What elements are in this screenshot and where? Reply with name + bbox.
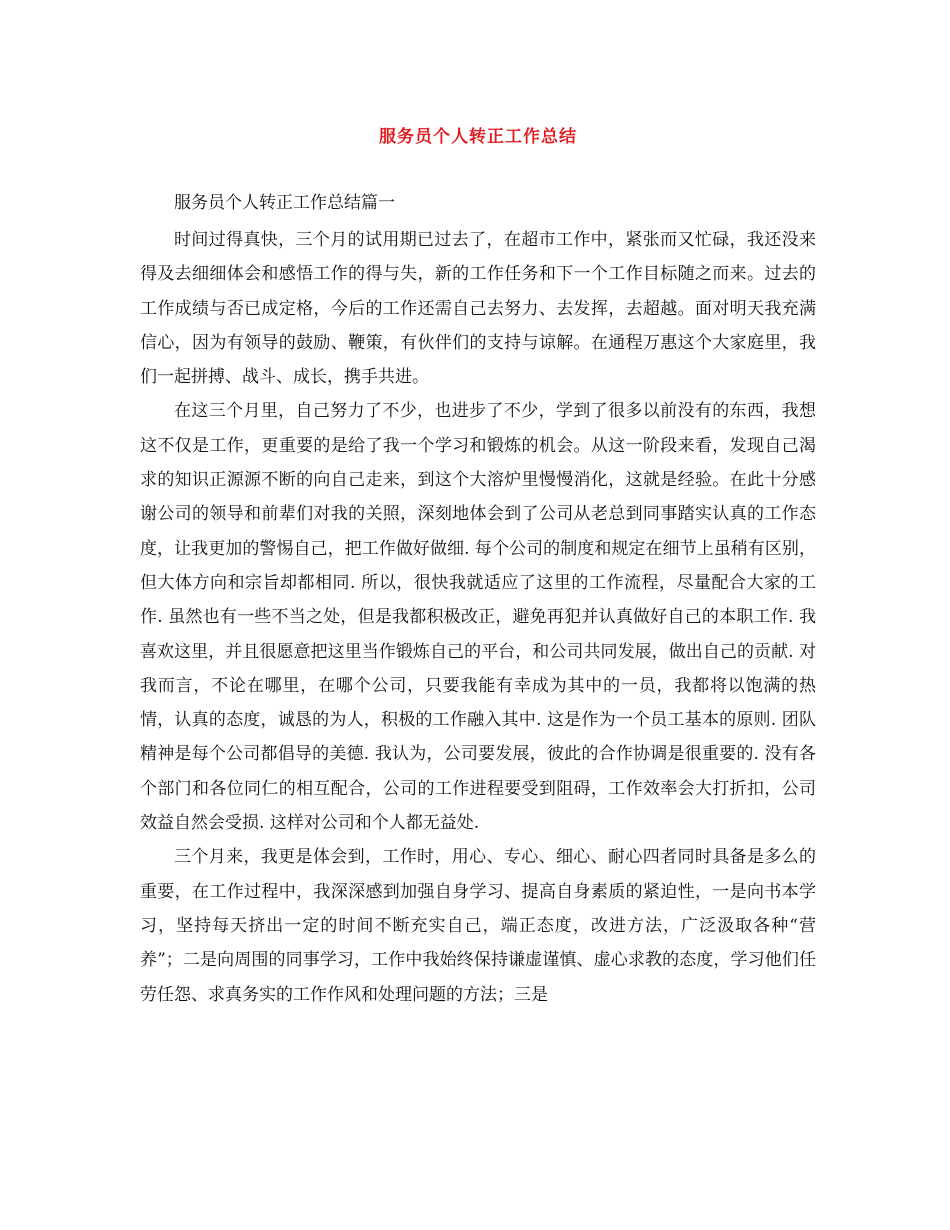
document-page — [140, 122, 816, 1012]
paragraph-2: 在这三个月里，自己努力了不少，也进步了不少，学到了很多以前没有的东西，我想这不仅是工作，更重要的是给了我一个学习和锻炼的机会。从这一阶段来看，发现自己渴求的知识正源源不断的向自己走来，到这个大溶炉里慢慢消化，这就是经验。在此十分感谢公司的领导和前辈们对我的关照，深刻地体会到了公司从老总到同事踏实认真的工作态度，让我更加的警惕自己，把工作做好做细. 每个公司的制度和规定在细节上虽稍有区别，但大体方向和宗旨却都相同. 所以，很快我就适应了这里的工作流程，尽量配合大家的工作. 虽然也有一些不当之处，但是我都积极改正，避免再犯并认真做好自己的本职工作. 我喜欢这里，并且很愿意把这里当作锻炼自己的平台，和公司共同发展，做出自己的贡献. 对我而言，不论在哪里，在哪个公司，只要我能有幸成为其中的一员，我都将以饱满的热情，认真的态度，诚恳的为人，积极的工作融入其中. 这是作为一个员工基本的原则. 团队精神是每个公司都倡导的美德. 我认为，公司要发展，彼此的合作协调是很重要的. 没有各个部门和各位同仁的相互配合，公司的工作进程要受到阻碍，工作效率会大打折扣，公司效益自然会受损. 这样对公司和个人都无益处. — [140, 401, 816, 834]
section-heading: 服务员个人转正工作总结篇一 — [174, 193, 395, 213]
paragraph-3: 三个月来，我更是体会到，工作时，用心、专心、细心、耐心四者同时具备是多么的重要，在工作过程中，我深深感到加强自身学习、提高自身素质的紧迫性，一是向书本学习，坚持每天挤出一定的时间不断充实自己，端正态度，改进方法，广泛汲取各种“营养”；二是向周围的同事学习，工作中我始终保持谦虚谨慎、虚心求教的态度，学习他们任劳任怨、求真务实的工作作风和处理问题的方法；三是 — [140, 847, 816, 1005]
document-title: 服务员个人转正工作总结 — [379, 127, 577, 147]
paragraph-1: 时间过得真快，三个月的试用期已过去了，在超市工作中，紧张而又忙碌，我还没来得及去细细体会和感悟工作的得与失，新的工作任务和下一个工作目标随之而来。过去的工作成绩与否已成定格，今后的工作还需自己去努力、去发挥，去超越。面对明天我充满信心，因为有领导的鼓励、鞭策，有伙伴们的支持与谅解。在通程万惠这个大家庭里，我们一起拼搏、战斗、成长，携手共进。 — [140, 230, 816, 388]
